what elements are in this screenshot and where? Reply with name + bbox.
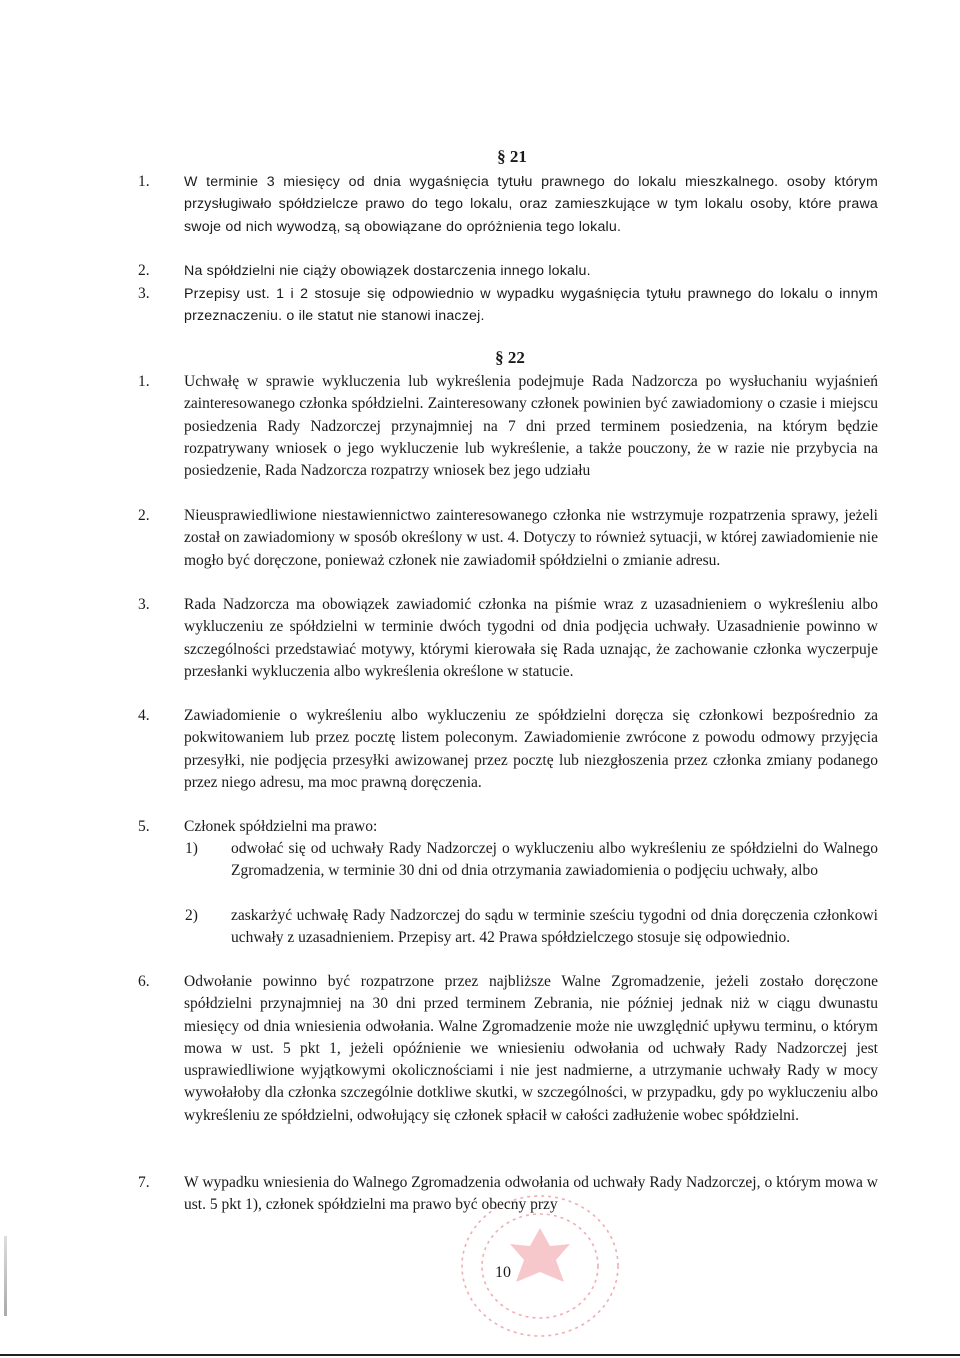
paragraph-number: 4. (138, 707, 150, 724)
paragraph-text: Przepisy ust. 1 i 2 stosuje się odpowiednio w wypadku wygaśnięcia tytułu prawnego do lokalu o innym przeznaczeniu. o ile statut nie stanowi inaczej. (184, 286, 878, 325)
sub-point-text: zaskarżyć uchwałę Rady Nadzorczej do sądu w terminie sześciu tygodni od dnia doręczenia członkowi uchwały z uzasadnieniem. Przepisy art. 42 Prawa spółdzielczego stosuje się odpowiednio. (231, 907, 878, 947)
page-bottom-rule (0, 1354, 960, 1356)
paragraph-text: Odwołanie powinno być rozpatrzone przez najbliższe Walne Zgromadzenie, jeżeli zostało doręczone spółdzielni przynajmniej na 30 dni przed terminem Zebrania, nie później jednak niż w ciągu dwunastu miesięcy od dnia wniesienia odwołania. Walne Zgromadzenie może nie uwzględnić upływu terminu, o którym mowa w ust. 5 pkt 1, jeżeli opóźnienie we wniesieniu odwołania od uchwały Rady Nadzorczej jest usprawiedliwione wyjątkowymi okolicznościami i nie jest nadmierne, a utrzymanie uchwały Rady w mocy wywołałoby dla członka szczególnie dotkliwe skutki, w szczególności, w przypadku, gdy po wykluczeniu albo wykreśleniu ze spółdzielni, odwołujący się członek spłacił w całości zadłużenie wobec spółdzielni. (184, 973, 878, 1124)
page-number: 10 (495, 1264, 511, 1281)
sub-point-text: odwołać się od uchwały Rady Nadzorczej o wykluczeniu albo wykreśleniu ze spółdzielni do Walnego Zgromadzenia, w terminie 30 dni od dnia otrzymania zawiadomienia o podjęciu uchwały, albo (231, 840, 878, 880)
paragraph-number: 5. (138, 818, 150, 835)
paragraph-text: Członek spółdzielni ma prawo: (184, 818, 378, 835)
paragraph-number: 7. (138, 1174, 150, 1191)
paragraph-text: Nieusprawiedliwione niestawiennictwo zainteresowanego członka nie wstrzymuje rozpatrzenia sprawy, jeżeli został on zawiadomiony w sposób określony w ust. 4. Dotyczy to również sytuacji, w której zawiadomienie nie mogło być doręczone, ponieważ członek nie zawiadomił spółdzielni o zmianie adresu. (184, 507, 878, 569)
paragraph-text: W wypadku wniesienia do Walnego Zgromadzenia odwołania od uchwały Rady Nadzorczej, o którym mowa w ust. 5 pkt 1), członek spółdzielni ma prawo być obecny przy (184, 1174, 878, 1214)
scan-edge-mark (4, 1236, 7, 1316)
paragraph-text: Na spółdzielni nie ciąży obowiązek dostarczenia innego lokalu. (184, 263, 591, 279)
paragraph-number: 1. (138, 373, 150, 390)
sub-point-number: 1) (185, 840, 198, 857)
paragraph-number: 2. (138, 507, 150, 524)
sub-point-number: 2) (185, 907, 198, 924)
paragraph-text: Rada Nadzorcza ma obowiązek zawiadomić członka na piśmie wraz z uzasadnieniem o wykreśleniu albo wykluczeniu ze spółdzielni w terminie dwóch tygodni od dnia podjęcia uchwały. Uzasadnienie powinno w szczególności przedstawiać motywy, którymi kierowała się Rada uznając, że zachowanie członka wyczerpuje przesłanki wykluczenia albo wykreślenia określone w statucie. (184, 596, 878, 680)
paragraph-number: 6. (138, 973, 150, 990)
paragraph-number: 3. (138, 596, 150, 613)
paragraph-number: 2. (138, 262, 150, 279)
paragraph-text: Uchwałę w sprawie wykluczenia lub wykreślenia podejmuje Rada Nadzorcza po wysłuchaniu wyjaśnień zainteresowanego członka spółdzielni. Zainteresowany członek powinien być zawiadomiony o czasie i miejscu posiedzenia Rady Nadzorczej przynajmniej na 7 dni przed terminem posiedzenia, na którym będzie rozpatrywany wniosek o jego wykluczenie lub wykreślenie, a także pouczony, że w razie nie przybycia na posiedzenie, Rada Nadzorcza rozpatrzy wniosek bez jego udziału (184, 373, 878, 480)
section-21-heading: § 21 (497, 147, 527, 166)
paragraph-text: Zawiadomienie o wykreśleniu albo wykluczeniu ze spółdzielni doręcza się członkowi bezpośrednio za pokwitowaniem lub przez pocztę listem poleconym. Zawiadomienie zwrócone z powodu odmowy przyjęcia przesyłki, nie podjęcia przesyłki awizowanej przez pocztę lub niezgłoszenia przez członka zmiany podanego przez niego adresu, ma moc prawną doręczenia. (184, 707, 878, 791)
section-22-heading: § 22 (495, 348, 525, 367)
paragraph-number: 1. (138, 173, 150, 190)
seal-stamp-icon (452, 1188, 632, 1348)
paragraph-text: W terminie 3 miesięcy od dnia wygaśnięcia tytułu prawnego do lokalu mieszkalnego. osoby którym przysługiwało spółdzielcze prawo do tego lokalu, oraz zamieszkujące w tym lokalu osoby, które prawa swoje od nich wywodzą, są obowiązane do opróżnienia tego lokalu. (184, 174, 878, 235)
paragraph-number: 3. (138, 285, 150, 302)
